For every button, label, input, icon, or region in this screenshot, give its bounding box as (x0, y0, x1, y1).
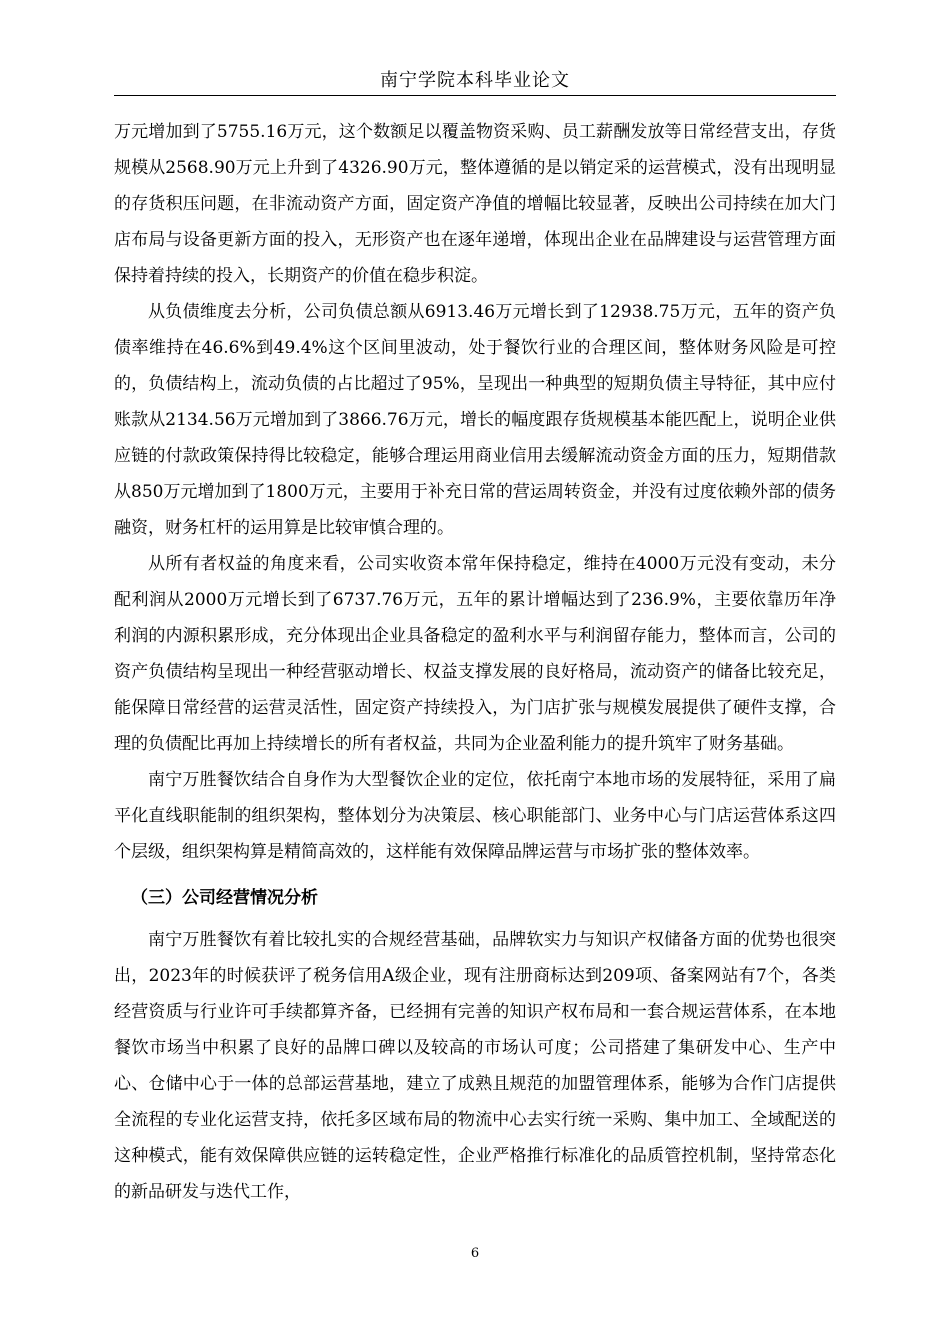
paragraph-equity: 从所有者权益的角度来看，公司实收资本常年保持稳定，维持在4000万元没有变动，未分配利润从2000万元增长到了6737.76万元，五年的累计增幅达到了236.9%，主要依靠历年净利润的内源积累形成，充分体现出企业具备稳定的盈利水平与利润留存能力，整体而言，公司的资产负债结构呈现出一种经营驱动增长、权益支撑发展的良好格局，流动资产的储备比较充足，能保障日常经营的运营灵活性，固定资产持续投入，为门店扩张与规模发展提供了硬件支撑，合理的负债配比再加上持续增长的所有者权益，共同为企业盈利能力的提升筑牢了财务基础。 (114, 554, 836, 754)
page-number: 6 (470, 1246, 480, 1261)
page-header-title: 南宁学院本科毕业论文 (380, 70, 570, 91)
document-body (114, 114, 836, 1210)
paragraph-assets-continued: 万元增加到了5755.16万元，这个数额足以覆盖物资采购、员工薪酬发放等日常经营支出，存货规模从2568.90万元上升到了4326.90万元，整体遵循的是以销定采的运营模式，没有出现明显的存货积压问题，在非流动资产方面，固定资产净值的增幅比较显著，反映出公司持续在加大门店布局与设备更新方面的投入，无形资产也在逐年递增，体现出企业在品牌建设与运营管理方面保持着持续的投入，长期资产的价值在稳步积淀。 (114, 122, 836, 286)
paragraph-liabilities: 从负债维度去分析，公司负债总额从6913.46万元增长到了12938.75万元，五年的资产负债率维持在46.6%到49.4%这个区间里波动，处于餐饮行业的合理区间，整体财务风险是可控的，负债结构上，流动负债的占比超过了95%，呈现出一种典型的短期负债主导特征，其中应付账款从2134.56万元增加到了3866.76万元，增长的幅度跟存货规模基本能匹配上，说明企业供应链的付款政策保持得比较稳定，能够合理运用商业信用去缓解流动资金方面的压力，短期借款从850万元增加到了1800万元，主要用于补充日常的营运周转资金，并没有过度依赖外部的债务融资，财务杠杆的运用算是比较审慎合理的。 (114, 302, 836, 538)
section-heading-operations: （三）公司经营情况分析 (131, 888, 318, 908)
header-divider (114, 95, 836, 96)
paragraph-operations: 南宁万胜餐饮有着比较扎实的合规经营基础，品牌软实力与知识产权储备方面的优势也很突出，2023年的时候获评了税务信用A级企业，现有注册商标达到209项、备案网站有7个，各类经营资质与行业许可手续都算齐备，已经拥有完善的知识产权布局和一套合规运营体系，在本地餐饮市场当中积累了良好的品牌口碑以及较高的市场认可度；公司搭建了集研发中心、生产中心、仓储中心于一体的总部运营基地，建立了成熟且规范的加盟管理体系，能够为合作门店提供全流程的专业化运营支持，依托多区域布局的物流中心去实行统一采购、集中加工、全域配送的这种模式，能有效保障供应链的运转稳定性，企业严格推行标准化的品质管控机制，坚持常态化的新品研发与迭代工作， (114, 930, 836, 1202)
paragraph-organization: 南宁万胜餐饮结合自身作为大型餐饮企业的定位，依托南宁本地市场的发展特征，采用了扁平化直线职能制的组织架构，整体划分为决策层、核心职能部门、业务中心与门店运营体系这四个层级，组织架构算是精简高效的，这样能有效保障品牌运营与市场扩张的整体效率。 (114, 770, 836, 862)
